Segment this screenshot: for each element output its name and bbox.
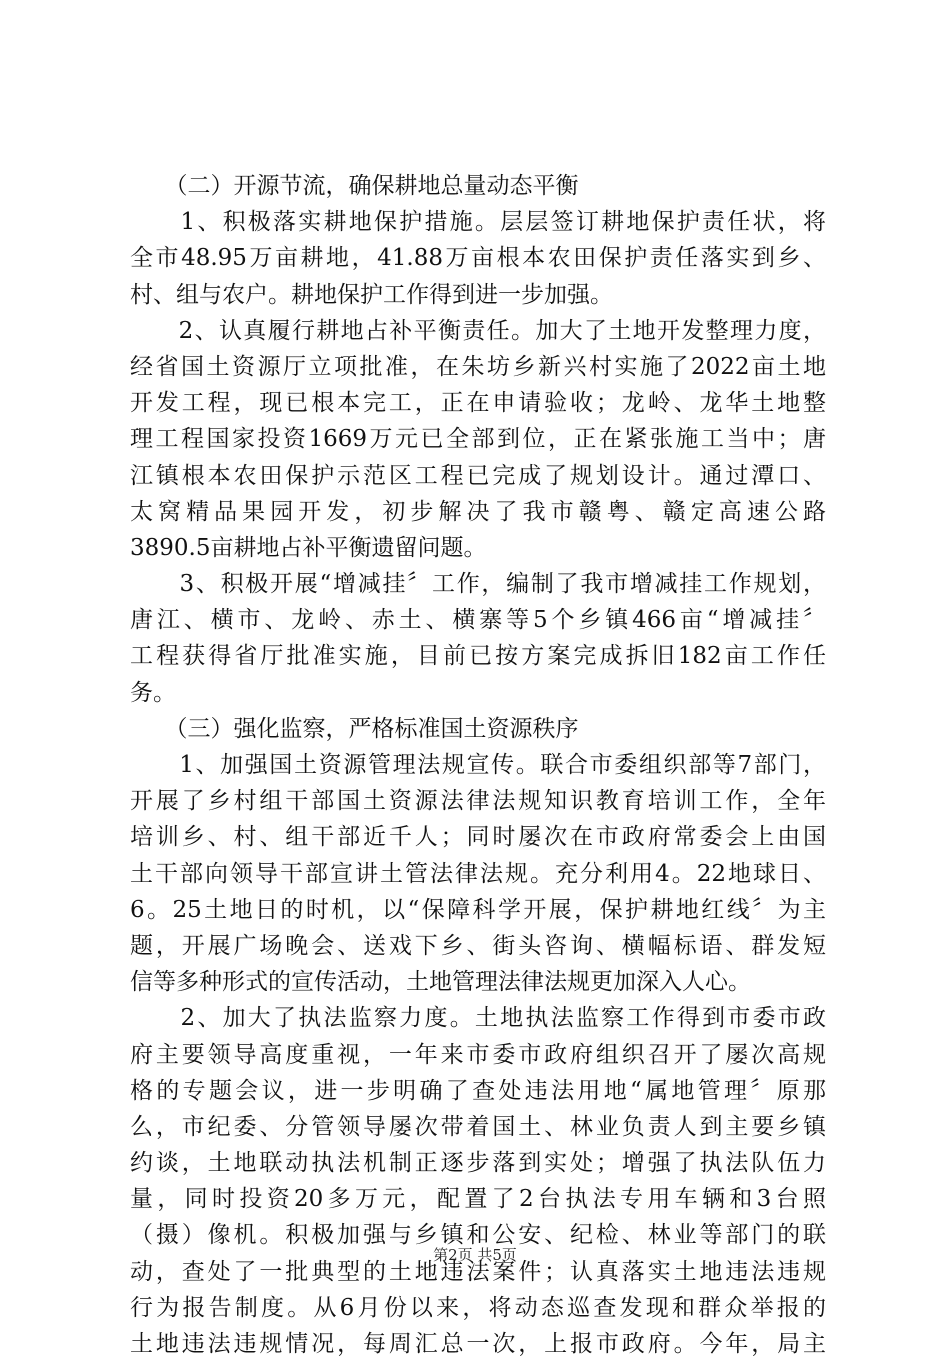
text-line: 土干部向领导干部宣讲土管法律法规。充分利用4。22地球日、 — [130, 860, 826, 887]
text-line: 么，市纪委、分管领导屡次带着国土、林业负责人到主要乡镇 — [130, 1113, 826, 1140]
text-line: 全市48.95万亩耕地，41.88万亩根本农田保护责任落实到乡、 — [130, 245, 826, 272]
text-line: 1、加强国土资源管理法规宣传。联合市委组织部等7部门， — [130, 752, 826, 778]
page-footer: 第2页 共5页 — [433, 1246, 517, 1264]
text-line: （三）强化监察，严格标准国土资源秩序 — [130, 715, 579, 742]
text-line: 务。 — [130, 679, 176, 706]
text-line: 动，查处了一批典型的土地违法案件；认真落实土地违法违规 — [130, 1258, 826, 1285]
text-line: 开展了乡村组干部国土资源法律法规知识教育培训工作，全年 — [130, 788, 826, 815]
text-line: 江镇根本农田保护示范区工程已完成了规划设计。通过潭口、 — [130, 462, 826, 489]
text-line: 2、加大了执法监察力度。土地执法监察工作得到市委市政 — [130, 1005, 826, 1032]
text-line: 格的专题会议，进一步明确了查处违法用地“属地管理〞原那 — [130, 1077, 826, 1104]
text-line: 府主要领导高度重视，一年来市委市政府组织召开了屡次高规 — [130, 1041, 826, 1068]
text-line: 约谈，土地联动执法机制正逐步落到实处；增强了执法队伍力 — [130, 1150, 826, 1177]
text-line: （二）开源节流，确保耕地总量动态平衡 — [130, 173, 579, 199]
text-line: 3、积极开展“增减挂〞工作，编制了我市增减挂工作规划， — [130, 571, 826, 598]
text-line: 开发工程，现已根本完工，正在申请验收；龙岭、龙华土地整 — [130, 390, 826, 417]
text-line: 培训乡、村、组干部近千人；同时屡次在市政府常委会上由国 — [130, 824, 826, 851]
text-line: 唐江、横市、龙岭、赤土、横寨等5个乡镇466亩“增减挂〞 — [130, 607, 826, 634]
text-line: 土地违法违规情况，每周汇总一次，上报市政府。今年，局主 — [130, 1331, 826, 1357]
text-line: 量，同时投资20多万元，配置了2台执法专用车辆和3台照 — [130, 1186, 826, 1213]
text-line: 6。25土地日的时机，以“保障科学开展，保护耕地红线〞为主 — [130, 896, 826, 923]
text-line: 经省国土资源厅立项批准，在朱坊乡新兴村实施了2022亩土地 — [130, 353, 826, 380]
text-line: （摄）像机。积极加强与乡镇和公安、纪检、林业等部门的联 — [130, 1222, 826, 1249]
text-line: 1、积极落实耕地保护措施。层层签订耕地保护责任状，将 — [130, 209, 826, 236]
document-body — [130, 168, 826, 1362]
text-line: 太窝精品果园开发，初步解决了我市赣粤、赣定高速公路 — [130, 498, 826, 525]
text-line: 行为报告制度。从6月份以来，将动态巡查发现和群众举报的 — [130, 1294, 826, 1321]
text-line: 理工程国家投资1669万元已全部到位，正在紧张施工当中；唐 — [130, 426, 826, 453]
text-line: 信等多种形式的宣传活动，土地管理法律法规更加深入人心。 — [130, 969, 751, 996]
text-line: 题，开展广场晚会、送戏下乡、街头咨询、横幅标语、群发短 — [130, 932, 826, 959]
text-line: 3890.5亩耕地占补平衡遗留问题。 — [130, 534, 487, 561]
text-line: 村、组与农户。耕地保护工作得到进一步加强。 — [130, 281, 613, 308]
text-line: 工程获得省厅批准实施，目前已按方案完成拆旧182亩工作任 — [130, 643, 826, 670]
text-line: 2、认真履行耕地占补平衡责任。加大了土地开发整理力度， — [130, 317, 826, 344]
